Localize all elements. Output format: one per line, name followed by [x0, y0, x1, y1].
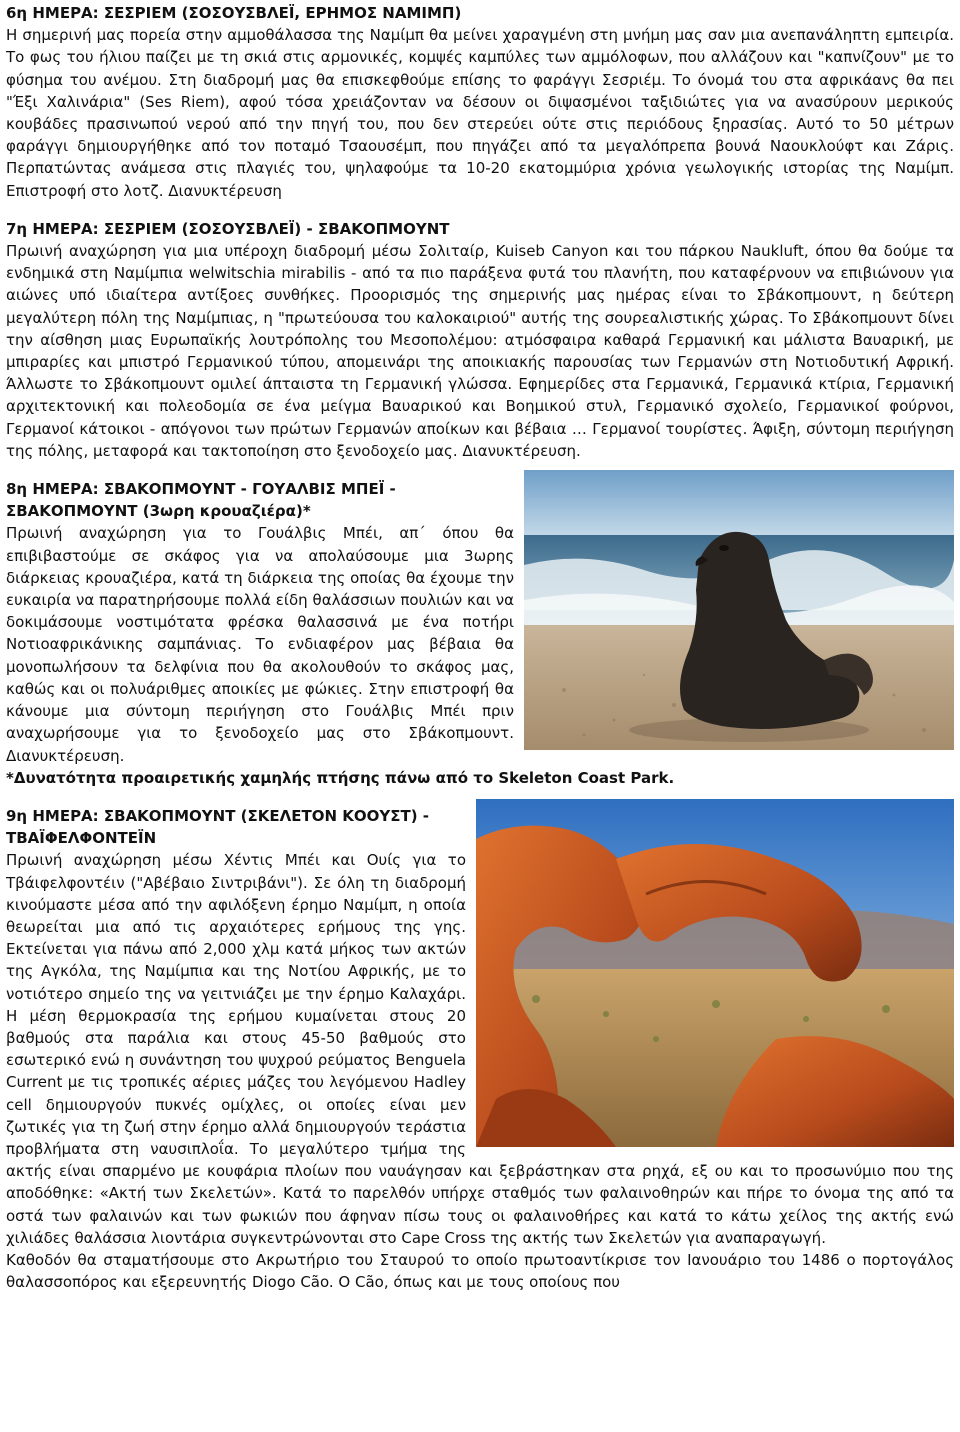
- day6-text-a: Η σημερινή μας πορεία στην αμμοθάλασσα της Ναμίμπ θα μείνει χαραγμένη στη μνήμη μας σαν μια ανεπανάληπτη εμπειρία. Το φως του ήλιου παίζει με τη σκιά στις αρμονικές, κομψές καμπύλες των αμμόλοφων, που αλλάζουν και "καπνίζουν" με το φύσημα του ανέμου. Στη διαδρομή μας θα επισκεφθούμε επίσης το φαράγγι Σεσριέμ.: [6, 26, 954, 89]
- day8-text: Πρωινή αναχώρηση για το Γουάλβις Μπέι, απ΄ όπου θα επιβιβαστούμε σε σκάφος για να απολαύσουμε μια 3ωρης διάρκειας κρουαζιέρα, κατά τη διάρκεια της οποίας θα έχουμε την ευκαιρία να παρατηρήσουμε πολλά είδη θαλάσσιων πουλιών και να δοκιμάσουμε νοστιμότατα φρέσκα θαλασσινά με ένα ποτήρι Νοτιοαφρικάνικης σαμπάνιας. Το ενδιαφέρον μας βέβαια θα μονοπωλήσουν τα δελφίνια που θα ακολουθούν το σκάφος μας, καθώς και οι πολυάριθμες αποικίες με φώκιες. Στην επιστροφή θα κάνουμε μια σύντομη περιήγηση στο Γουάλβις Μπέι πριν αναχωρήσουμε για το ξενοδοχείο μας στο Σβάκοπμουντ. Διανυκτέρευση.: [6, 524, 514, 765]
- arch-image: [476, 799, 954, 1147]
- arch-photo: [476, 799, 954, 1147]
- seal-photo: [524, 470, 954, 750]
- day6-text: [6, 24, 954, 202]
- day7-section: [6, 218, 954, 462]
- day8-heading: 8η ΗΜΕΡΑ: ΣΒΑΚΟΠΜΟΥΝΤ - ΓΟΥΑΛΒΙΣ ΜΠΕΪ - ΣΒΑΚΟΠΜΟΥΝΤ (3ωρη κρουαζιέρα)*: [6, 480, 396, 521]
- day8-note: *Δυνατότητα προαιρετικής χαμηλής πτήσης πάνω από το Skeleton Coast Park.: [6, 768, 675, 787]
- day6-heading: 6η ΗΜΕΡΑ: ΣΕΣΡΙΕΜ (ΣΟΣΟΥΣΒΛΕΪ, ΕΡΗΜΟΣ ΝΑΜΙΜΠ): [6, 4, 462, 22]
- day8-section: [6, 478, 954, 789]
- day7-text: Πρωινή αναχώρηση για μια υπέροχη διαδρομή μέσω Σολιταίρ, Kuiseb Canyon και του πάρκου Naukluft, όπου θα δούμε τα ενδημικά στη Ναμίμπια welwitschia mirabilis - από τα πιο παράξενα φυτά του πλανήτη, που καταφέρνουν να επιβιώνουν για αιώνες υπό ιδιαίτερα αντίξοες συνθήκες. Προορισμός της σημερινής μας ημέρας είναι το Σβάκοπμουντ, η δεύτερη μεγαλύτερη πόλη της Ναμίμπιας, η "πρωτεύουσα του καλοκαιριού" αυτής της σουρεαλιστικής χώρας. Το Σβάκοπμουντ δίνει την αίσθηση μιας Ευρωπαϊκής λουτρόπολης του Μεσοπολέμου: ατμόσφαιρα καθαρά Γερμανική και μάλιστα Βαυαρική, με μπιραρίες και μπιστρό Γερμανικού τύπου, απομεινάρι της αποικιακής παρουσίας των Γερμανών στη Νοτιοδυτική Αφρική. Άλλωστε το Σβάκοπμουντ ομιλεί άπταιστα τη Γερμανική γλώσσα. Εφημερίδες στα Γερμανικά, Γερμανικά κτίρια, Γερμανική αρχιτεκτονική και πολεοδομία σε ένα μείγμα Βαυαρικού και Βοημικού στυλ, Γερμανικό σχολείο, Γερμανικοί φούρνοι, Γερμανοί κάτοικοι - απόγονοι των πρώτων Γερμανών αποίκων και βέβαια … Γερμανοί τουρίστες. Άφιξη, σύντομη περιήγηση της πόλης, μεταφορά και τακτοποίηση στο ξενοδοχείο μας. Διανυκτέρευση.: [6, 242, 954, 460]
- day9-text-final: Καθοδόν θα σταματήσουμε στο Ακρωτήριο του Σταυρού το οποίο πρωτοαντίκρισε τον Ιανουάριο του 1486 ο πορτογάλος θαλασσοπόρος και εξερευνητής Diogo Cão. O Cão, όπως και με τους οποίους που: [6, 1250, 954, 1292]
- day9-text: Πρωινή αναχώρηση μέσω Χέντις Μπέι και Ουίς για το Τβάιφελφοντέιν ("Αβέβαιο Σιντριβάνι"). Σε όλη τη διαδρομή κινούμαστε μέσα από την αφιλόξενη έρημο Ναμίμπ, η οποία θεωρείται μια από τις αρχαιότερες ερήμους της γης. Εκτείνεται για πάνω από 2,000 χλμ κατά μήκος των ακτών της Αγκόλα, της Ναμίμπια και της Νοτίου Αφρικής, με το νοτιότερο σημείο της να γειτνιάζει με την έρημο Καλαχάρι. Η μέση θερμοκρασία της ερήμου κυμαίνεται στους 20 βαθμούς στα παράλια και στους 45-50 βαθμούς στο εσωτερικό ενώ η συνάντηση του ψυχρού ρεύματος Benguela Current με τις τροπικές αέριες μάζες του λεγόμενου Hadley cell δημιουργούν πυκνές ομίχλες, οι οποίες είναι μεν ζωτικές για τη ζωή στην έρημο αλλά δημιουργούν τεράστια προβλήματα στη ναυσιπλοΐα. Το μεγαλύτερο τμήμα της ακτής είναι σπαρμένο με κουφάρια πλοίων που ναυάγησαν και ξεβράστηκαν στα ρηχά, εξ ου και το προσωνύμιο που της αποδόθηκε: «Ακτή των Σκελετών». Κατά το παρελθόν υπήρχε σταθμός των φαλαινοθηρών και πήρε το όνομα της από τα οστά των φαλαινών και των φωκιών που άφηναν πίσω τους οι φαλαινοθήρες και κατά το κάτω χείλος της ακτής ενώ χιλιάδες θαλάσσια λιοντάρια συγκεντρώνονται στο Cape Cross της ακτής των Σκελετών για αναπαραγωγή.: [6, 851, 954, 1247]
- day6-section: [6, 2, 954, 202]
- day6-text-b: Το όνομά του στα αφρικάανς θα πει "Έξι Χαλινάρια" (Ses Riem), αφού τόσα χρειάζονταν να δέσουν οι διψασμένοι ταξιδιώτες για να ανασύρουν μερικούς κουβάδες πρασινωπού νερού από την πηγή του, που δεν στερεύει ούτε στις περιόδους ξηρασίας. Αυτό το 50 μέτρων φαράγγι δημιουργήθηκε από τον ποταμό Τσαουσέμπ, που πηγάζει από τα μεγαλόπρεπα βουνά Ναουκλούφτ και Ζάρις. Περπατώντας ανάμεσα στις πλαγιές του, ψηλαφούμε τα 10-20 εκατομμύρια χρόνια γεωλογικής ιστορίας της Ναμίμπ. Επιστροφή στο λοτζ. Διανυκτέρευση: [6, 70, 954, 200]
- day9-section: [6, 805, 954, 1293]
- day7-heading: 7η ΗΜΕΡΑ: ΣΕΣΡΙΕΜ (ΣΟΣΟΥΣΒΛΕΪ) - ΣΒΑΚΟΠΜΟΥΝΤ: [6, 219, 450, 238]
- seal-image: [524, 470, 954, 750]
- day9-heading: 9η ΗΜΕΡΑ: ΣΒΑΚΟΠΜΟΥΝΤ (ΣΚΕΛΕΤΟΝ ΚΟΟΥΣΤ) - ΤΒΑΪΦΕΛΦΟΝΤΕΪΝ: [6, 806, 430, 848]
